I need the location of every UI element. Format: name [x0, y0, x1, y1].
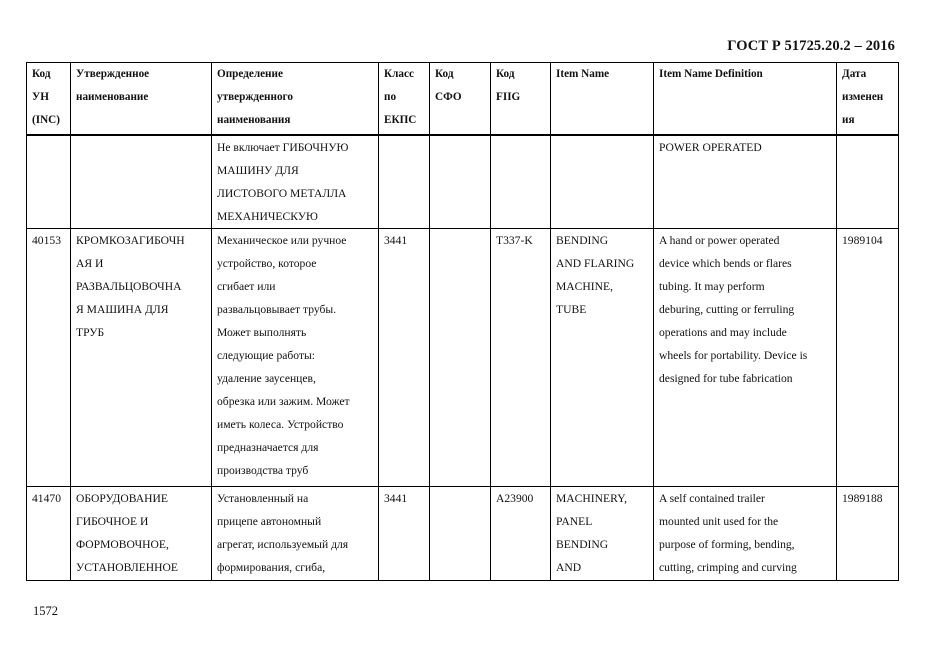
table-row: [27, 486, 899, 580]
cell-line: АЯ И: [76, 256, 104, 270]
cell-line: BENDING: [556, 233, 609, 247]
cell-line: Механическое или ручное: [217, 233, 347, 247]
cell-line: Код: [496, 68, 515, 80]
cell-line: Я МАШИНА ДЛЯ: [76, 302, 169, 316]
cell-line: формирования, сгиба,: [217, 560, 326, 574]
cell-line: A hand or power operated: [659, 233, 780, 247]
cell-line: wheels for portability. Device is: [659, 348, 808, 362]
cell-line: AND FLARING: [556, 256, 635, 270]
cell-sfo: [430, 486, 491, 580]
cell-line: ЛИСТОВОГО МЕТАЛЛА: [217, 186, 347, 200]
cell-line: ФОРМОВОЧНОЕ,: [76, 537, 169, 551]
col-header-ekps-class: [379, 63, 430, 135]
cell-class: 3441: [379, 228, 430, 486]
cell-line: предназначается для: [217, 440, 319, 454]
cell-fiig: A23900: [491, 486, 551, 580]
cell-item-name: [551, 135, 654, 229]
cell-line: MACHINE,: [556, 279, 614, 293]
cell-line: designed for tube fabrication: [659, 371, 793, 385]
col-header-approved-name: [71, 63, 212, 135]
col-header-sfo-code: [430, 63, 491, 135]
cell-line: (INC): [32, 114, 60, 126]
cell-line: A self contained trailer: [659, 491, 765, 505]
cell-line: Установленный на: [217, 491, 309, 505]
cell-name: [71, 135, 212, 229]
cell-line: tubing. It may perform: [659, 279, 765, 293]
cell-line: удаление заусенцев,: [217, 371, 316, 385]
cell-line: ЕКПС: [384, 114, 417, 126]
cell-line: TUBE: [556, 302, 587, 316]
cell-line: Утвержденное: [76, 68, 150, 80]
cell-line: МЕХАНИЧЕСКУЮ: [217, 209, 318, 223]
cell-line: Дата: [842, 68, 867, 80]
col-header-item-name: [551, 63, 654, 135]
cell-fiig: [491, 135, 551, 229]
cell-sfo: [430, 228, 491, 486]
cell-line: Класс: [384, 68, 414, 80]
cell-item-name: [551, 486, 654, 580]
cell-line: МАШИНУ ДЛЯ: [217, 163, 299, 177]
cell-item-name: [551, 228, 654, 486]
cell-line: purpose of forming, bending,: [659, 537, 795, 551]
cell-line: обрезка или зажим. Может: [217, 394, 350, 408]
cell-definition: [212, 135, 379, 229]
cell-line: device which bends or flares: [659, 256, 792, 270]
cell-line: Не включает ГИБОЧНУЮ: [217, 140, 349, 154]
cell-date: 1989188: [837, 486, 899, 580]
cell-line: наименование: [76, 91, 149, 103]
cell-date: 1989104: [837, 228, 899, 486]
cell-line: AND: [556, 560, 582, 574]
cell-line: КРОМКОЗАГИБОЧН: [76, 233, 185, 247]
cell-line: cutting, crimping and curving: [659, 560, 797, 574]
col-header-fiig-code: [491, 63, 551, 135]
cell-line: наименования: [217, 114, 291, 126]
cell-definition: [212, 486, 379, 580]
cell-item-definition: [654, 228, 837, 486]
table-row: [27, 228, 899, 486]
cell-line: deburing, cutting or ferruling: [659, 302, 795, 316]
cell-line: Может выполнять: [217, 325, 307, 339]
cell-line: устройство, которое: [217, 256, 317, 270]
cell-line: УН: [32, 91, 49, 103]
cell-line: mounted unit used for the: [659, 514, 779, 528]
cell-code: 41470: [27, 486, 71, 580]
col-header-inc-code: [27, 63, 71, 135]
cell-line: BENDING: [556, 537, 609, 551]
col-header-change-date: [837, 63, 899, 135]
cell-line: изменен: [842, 91, 884, 103]
col-header-definition: [212, 63, 379, 135]
cell-fiig: T337-K: [491, 228, 551, 486]
cell-code: [27, 135, 71, 229]
cell-line: развальцовывает трубы.: [217, 302, 337, 316]
cell-class: [379, 135, 430, 229]
cell-line: прицепе автономный: [217, 514, 322, 528]
cell-line: Код: [435, 68, 454, 80]
cell-line: FIIG: [496, 91, 521, 103]
table-header-row: [27, 63, 899, 135]
cell-class: 3441: [379, 486, 430, 580]
cell-line: УСТАНОВЛЕННОЕ: [76, 560, 178, 574]
cell-line: утвержденного: [217, 91, 293, 103]
cell-name: [71, 228, 212, 486]
cell-name: [71, 486, 212, 580]
cell-line: ия: [842, 114, 855, 126]
cell-line: агрегат, используемый для: [217, 537, 349, 551]
cell-line: ОБОРУДОВАНИЕ: [76, 491, 169, 505]
cell-line: СФО: [435, 91, 462, 103]
cell-line: POWER OPERATED: [659, 140, 762, 154]
cell-line: Item Name: [556, 68, 610, 80]
cell-line: Item Name Definition: [659, 68, 763, 80]
cell-code: 40153: [27, 228, 71, 486]
cell-item-definition: [654, 135, 837, 229]
cell-line: ТРУБ: [76, 325, 105, 339]
cell-line: Определение: [217, 68, 283, 80]
cell-line: производства труб: [217, 463, 309, 477]
cell-item-definition: [654, 486, 837, 580]
cell-line: по: [384, 91, 397, 103]
cell-line: MACHINERY,: [556, 491, 627, 505]
document-designation: ГОСТ Р 51725.20.2 – 2016: [727, 38, 895, 54]
cell-line: РАЗВАЛЬЦОВОЧНА: [76, 279, 182, 293]
cell-line: иметь колеса. Устройство: [217, 417, 344, 431]
cell-line: Код: [32, 68, 51, 80]
cell-line: следующие работы:: [217, 348, 316, 362]
cell-date: [837, 135, 899, 229]
table-row: [27, 135, 899, 229]
col-header-item-name-definition: [654, 63, 837, 135]
cell-line: ГИБОЧНОЕ И: [76, 514, 149, 528]
page-number: 1572: [33, 604, 58, 618]
cell-sfo: [430, 135, 491, 229]
cell-line: operations and may include: [659, 325, 787, 339]
catalog-table: [26, 62, 899, 581]
cell-definition: [212, 228, 379, 486]
cell-line: PANEL: [556, 514, 593, 528]
cell-line: сгибает или: [217, 279, 276, 293]
